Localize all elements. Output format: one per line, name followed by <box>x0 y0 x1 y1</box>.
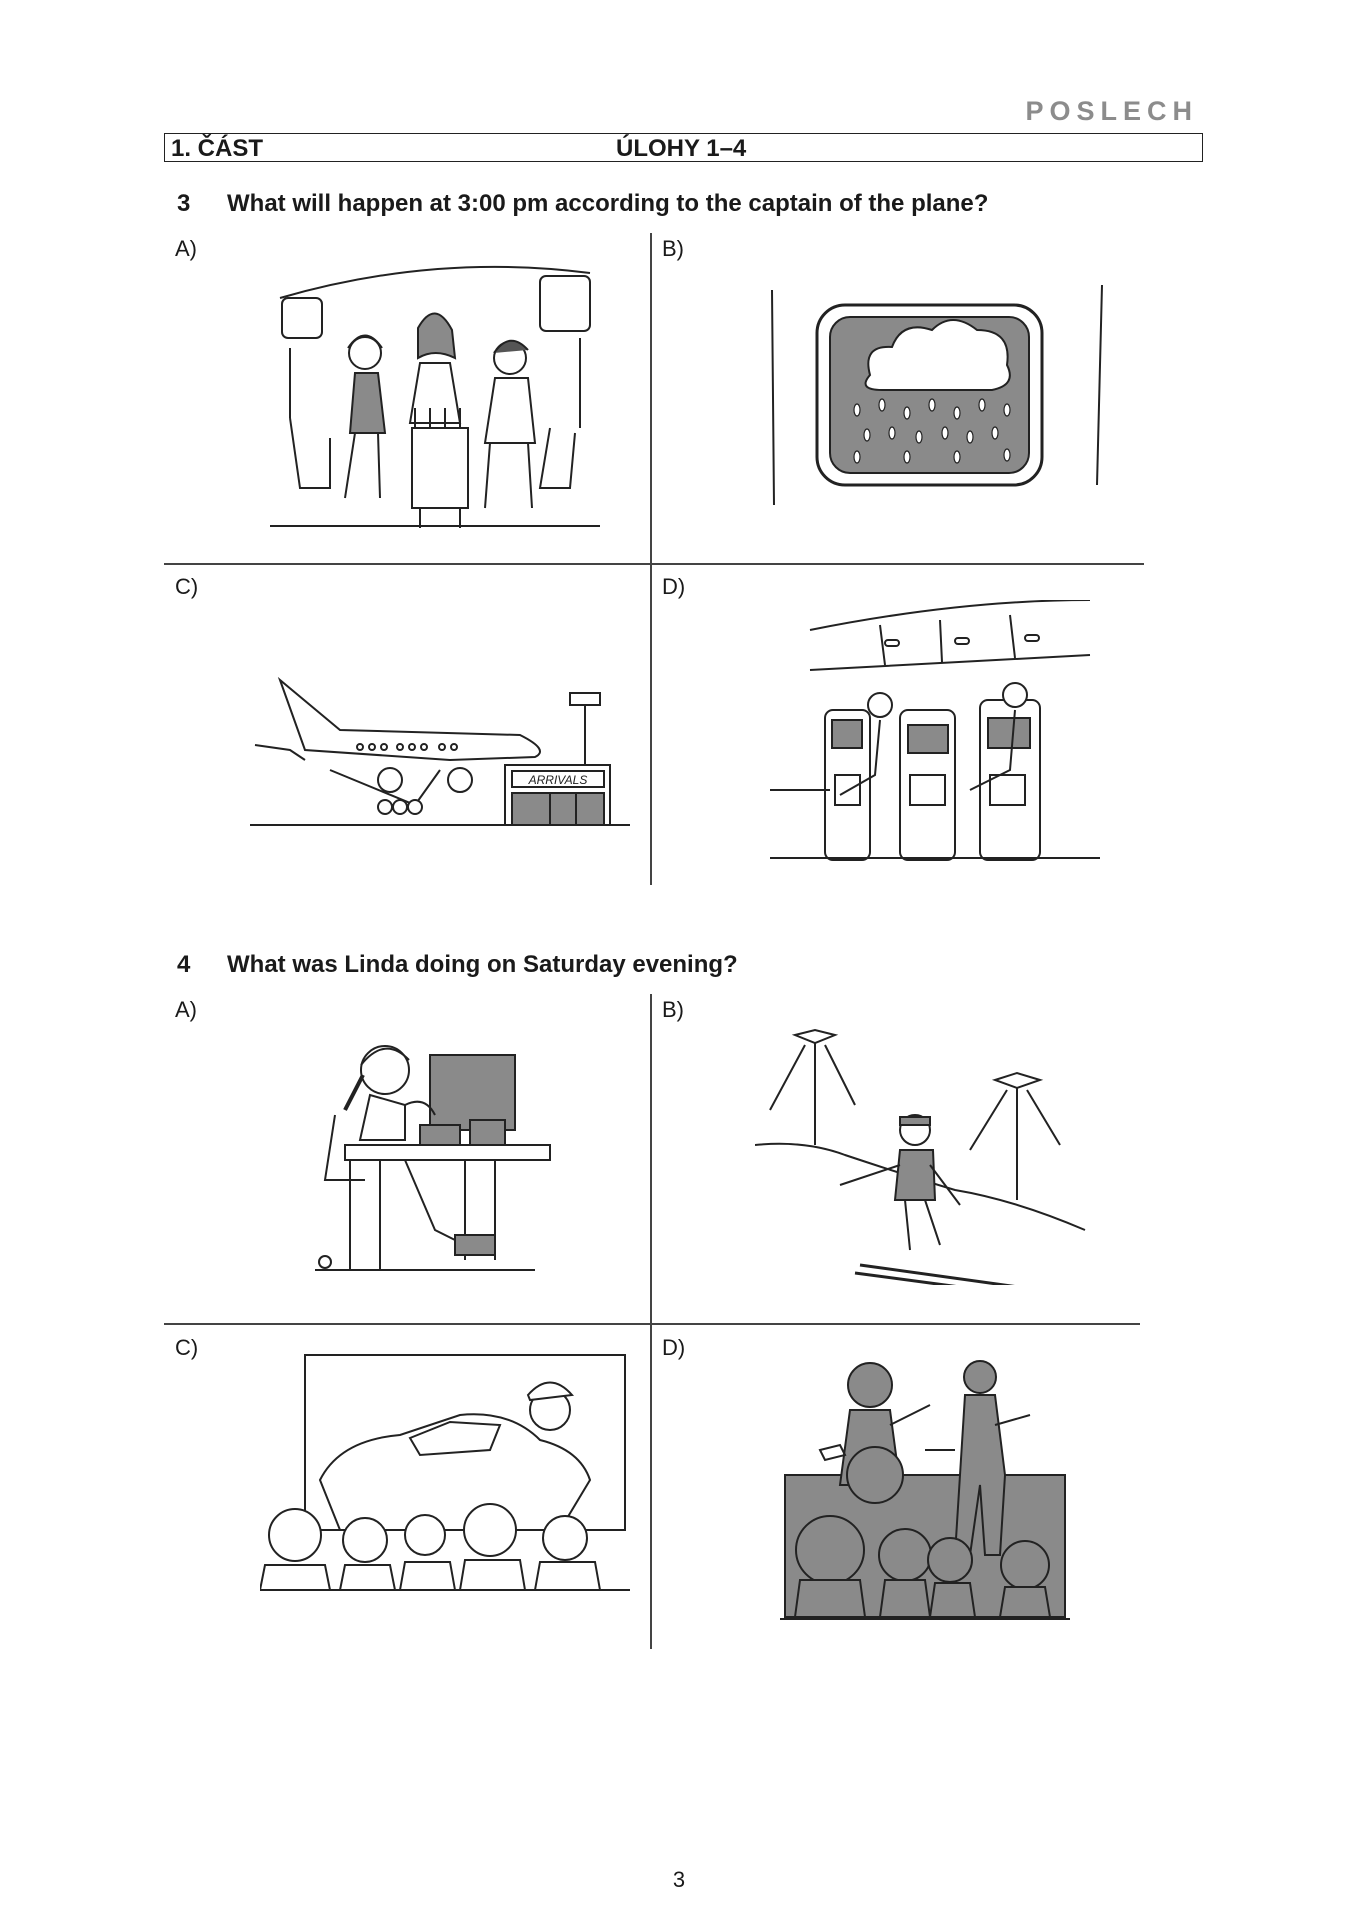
part-header-bar <box>164 133 1203 162</box>
part-label: 1. ČÁST <box>171 135 264 162</box>
option-label: B) <box>662 236 684 261</box>
option-4d-picture[interactable] <box>780 1355 1070 1625</box>
arrivals-sign: ARRIVALS <box>528 773 588 787</box>
option-4b-picture[interactable] <box>755 1025 1095 1285</box>
question-number: 3 <box>177 190 191 217</box>
option-label: D) <box>662 1335 686 1360</box>
tasks-label: ÚLOHY 1–4 <box>616 135 747 162</box>
question-4 <box>177 951 738 979</box>
option-4a-picture[interactable] <box>305 1030 565 1285</box>
question-3 <box>177 190 988 218</box>
section-label: POSLECH <box>1025 96 1198 126</box>
option-3d-picture[interactable] <box>770 600 1100 870</box>
question-text: What was Linda doing on Saturday evening? <box>227 951 738 978</box>
option-label: C) <box>175 1335 199 1360</box>
grid-divider-horizontal <box>164 1323 1140 1325</box>
option-label: C) <box>175 574 199 599</box>
option-label: A) <box>175 236 197 261</box>
option-3b-picture[interactable] <box>762 285 1112 510</box>
option-3c-picture[interactable] <box>250 675 630 835</box>
option-label: B) <box>662 997 684 1022</box>
option-label: A) <box>175 997 197 1022</box>
question-text: What will happen at 3:00 pm according to the captain of the plane? <box>227 190 989 217</box>
grid-divider-horizontal <box>164 563 1144 565</box>
option-label: D) <box>662 574 686 599</box>
option-4c-picture[interactable] <box>260 1350 630 1600</box>
grid-divider-vertical <box>650 233 652 885</box>
grid-divider-vertical <box>650 994 652 1649</box>
option-3a-picture[interactable] <box>270 258 600 538</box>
question-number: 4 <box>177 951 191 978</box>
page-number: 3 <box>672 1867 686 1892</box>
